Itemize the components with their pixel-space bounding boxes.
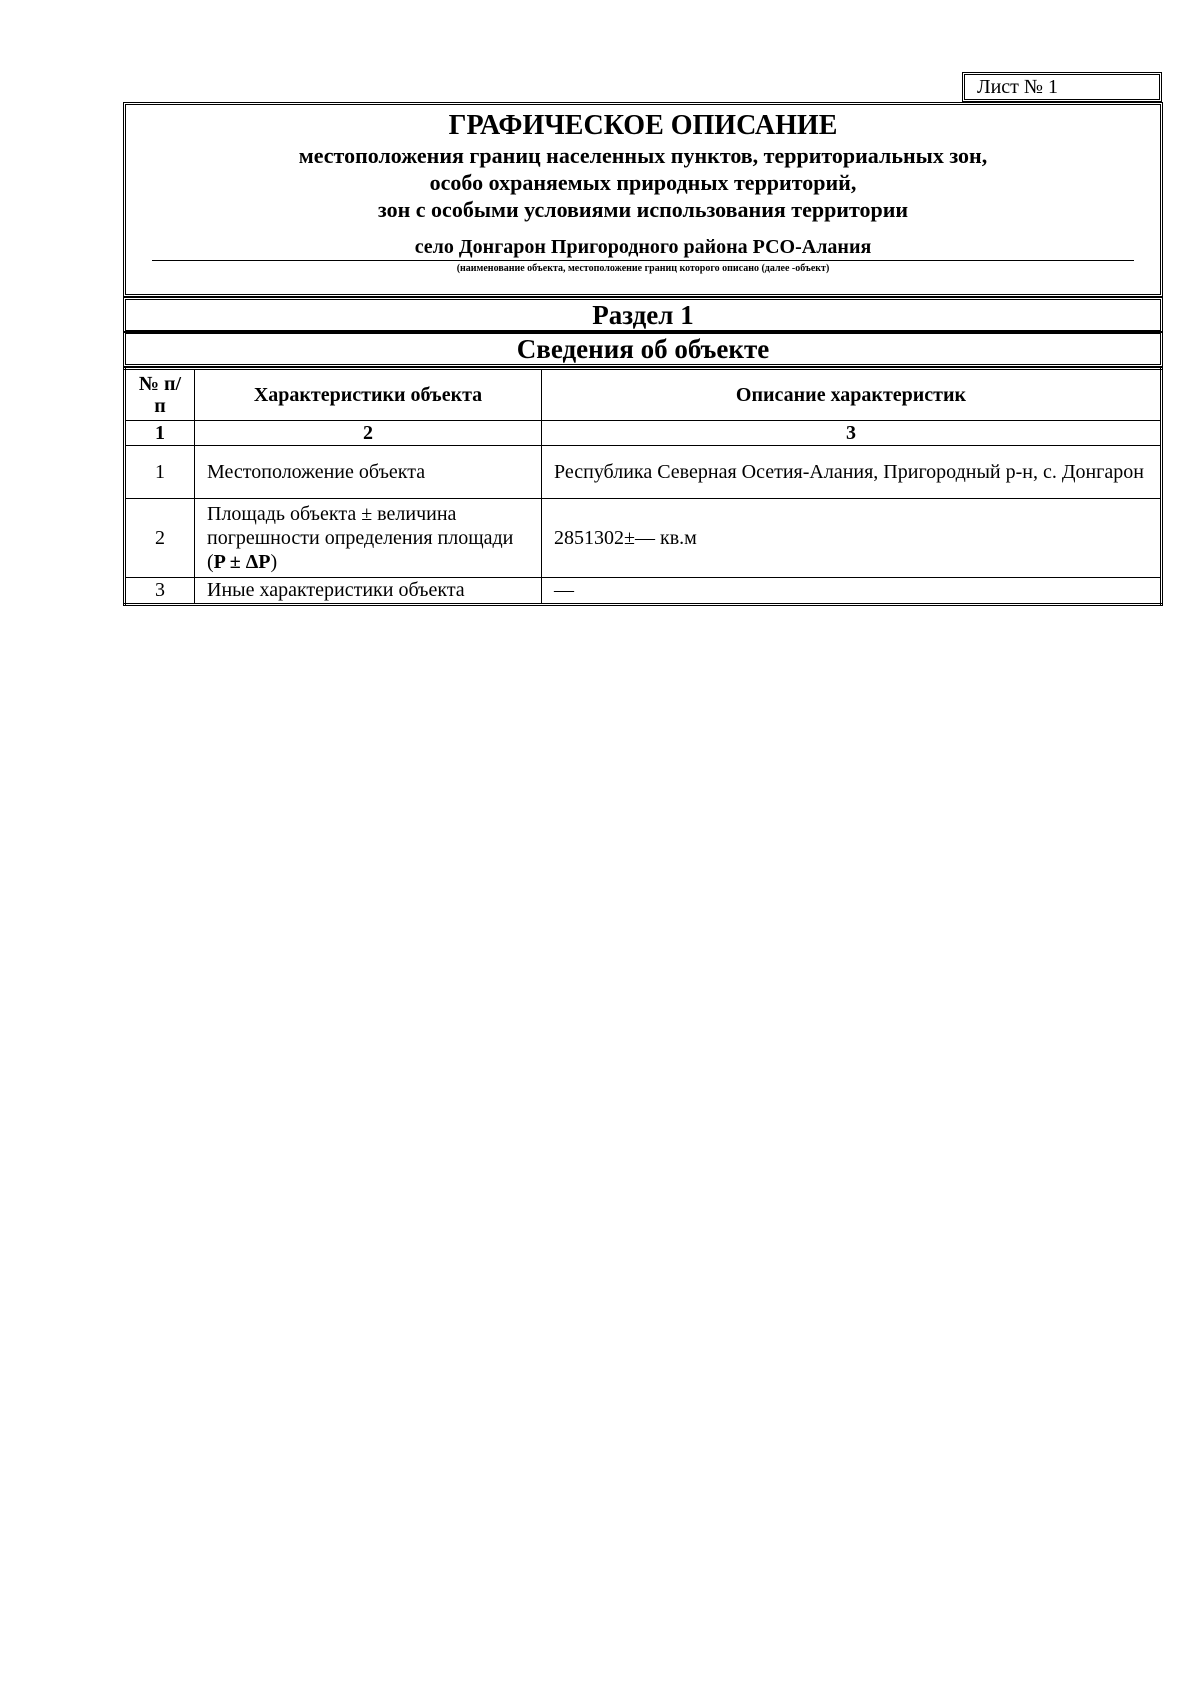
subtitle-line-1: местоположения границ населенных пунктов, территориальных зон, (298, 143, 988, 168)
row-characteristic (195, 499, 542, 578)
object-name-caption: (наименование объекта, местоположение границ которого описано (далее -объект) (456, 263, 830, 274)
table-row (125, 499, 1162, 578)
sheet-number: Лист № 1 (962, 72, 1162, 102)
row-characteristic: Местоположение объекта (195, 446, 542, 499)
row-number: 3 (125, 578, 195, 605)
row-number: 2 (125, 499, 195, 578)
header-number: № п/п (125, 369, 195, 421)
table-row (125, 446, 1162, 499)
object-name-underline (152, 260, 1134, 261)
row-characteristic: Иные характеристики объекта (195, 578, 542, 605)
column-number-row (125, 421, 1162, 446)
subtitle-line-2: особо охраняемых природных территорий, (429, 170, 857, 195)
column-number: 1 (125, 421, 195, 446)
header-characteristic: Характеристики объекта (195, 369, 542, 421)
object-info-table (123, 367, 1163, 606)
row-description: Республика Северная Осетия-Алания, Пригородный р-н, с. Донгарон (542, 446, 1162, 499)
header-description: Описание характеристик (542, 369, 1162, 421)
column-number: 3 (542, 421, 1162, 446)
title-block (123, 102, 1163, 297)
object-name: село Донгарон Пригородного района РСО-Алания (414, 236, 872, 258)
formula: P ± ΔP (213, 551, 271, 573)
section-title: Сведения об объекте (123, 331, 1163, 367)
characteristic-text-end: ) (270, 551, 278, 573)
characteristic-text: Площадь объекта ± величина погрешности определения площади ( (207, 503, 514, 573)
row-description: 2851302±— кв.м (542, 499, 1162, 578)
table-row (125, 578, 1162, 605)
column-number: 2 (195, 421, 542, 446)
document-title: ГРАФИЧЕСКОЕ ОПИСАНИЕ (448, 110, 838, 141)
row-number: 1 (125, 446, 195, 499)
row-description: — (542, 578, 1162, 605)
subtitle-line-3: зон с особыми условиями использования территории (377, 197, 909, 222)
table-header-row (125, 369, 1162, 421)
section-heading: Раздел 1 (123, 297, 1163, 333)
